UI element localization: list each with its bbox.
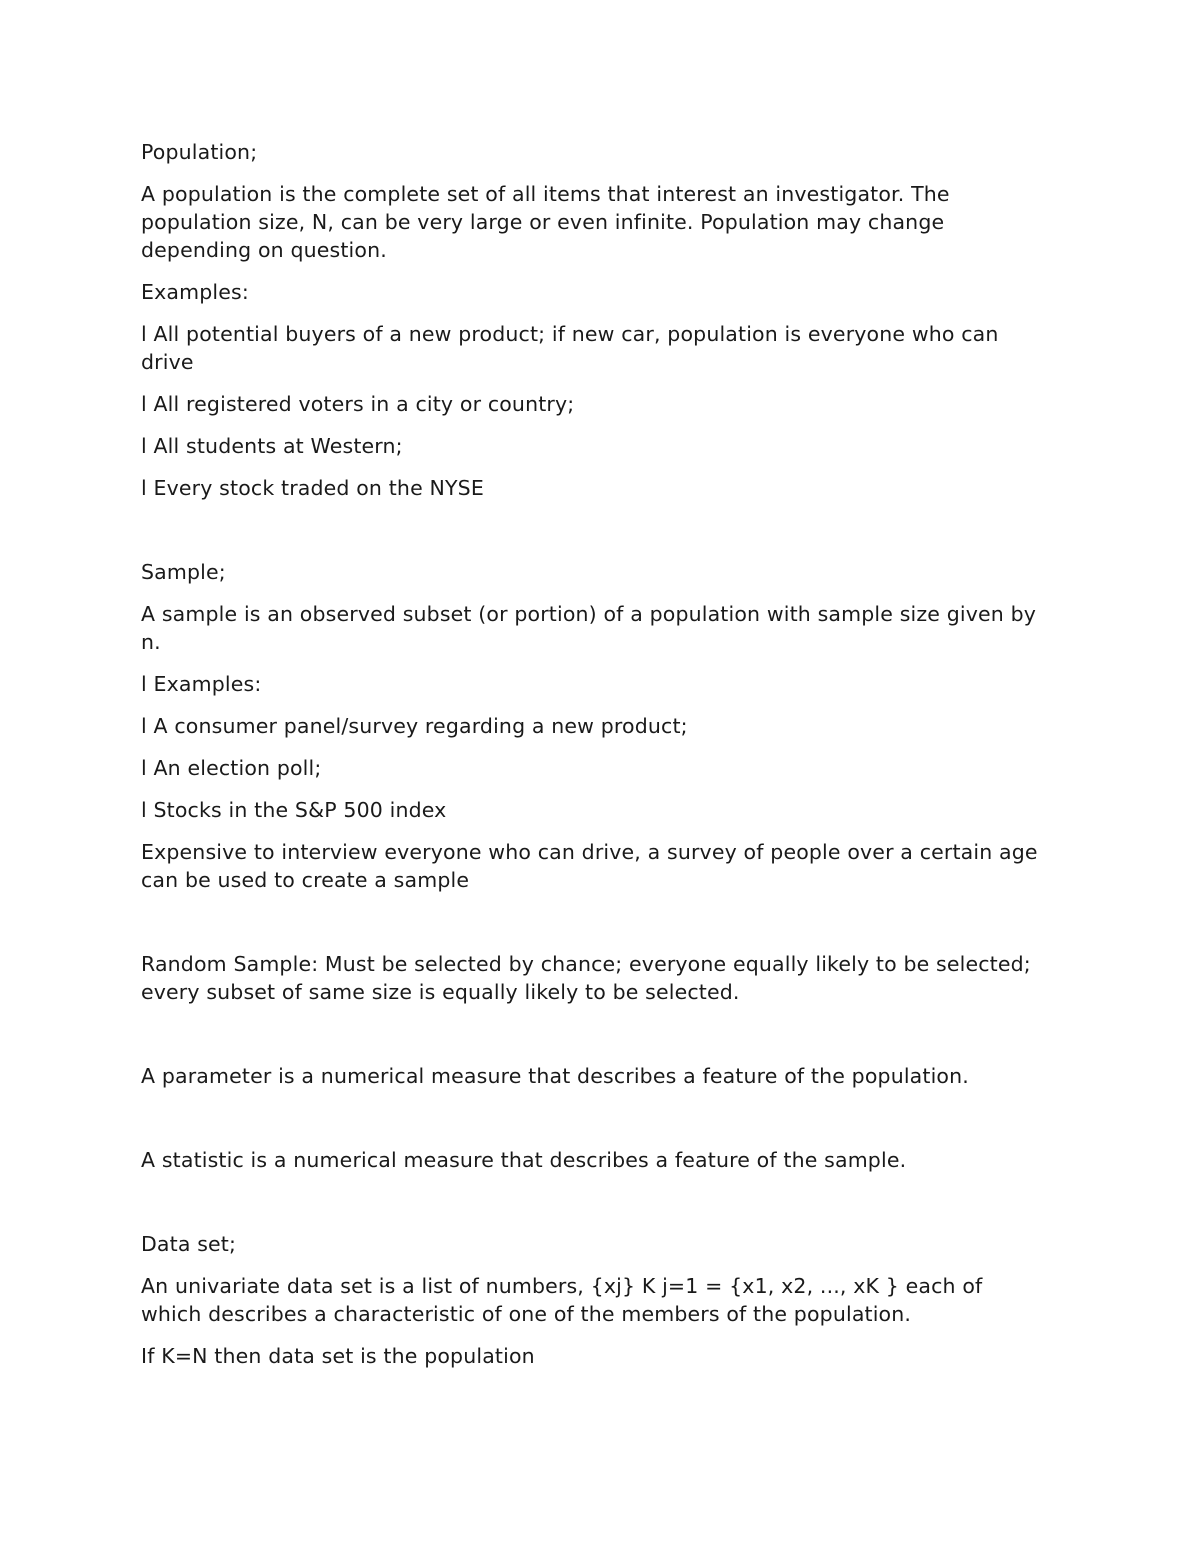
sample-heading: Sample; xyxy=(141,560,226,584)
population-heading: Population; xyxy=(141,140,258,164)
population-example: l Every stock traded on the NYSE xyxy=(141,476,484,500)
population-example: l All registered voters in a city or country; xyxy=(141,392,575,416)
data-set-definition: An univariate data set is a list of numbers, {xj} K j=1 = {x1, x2, ..., xK } each of which describes a characteristic of one of the members of the population. xyxy=(141,1274,983,1326)
population-example: l All potential buyers of a new product; if new car, population is everyone who can drive xyxy=(141,322,999,374)
data-set-heading: Data set; xyxy=(141,1232,237,1256)
document-page xyxy=(141,138,1046,1384)
paragraph-spacer xyxy=(141,908,1046,950)
paragraph-spacer xyxy=(141,1188,1046,1230)
parameter-definition: A parameter is a numerical measure that describes a feature of the population. xyxy=(141,1064,969,1088)
paragraph-spacer xyxy=(141,1104,1046,1146)
sample-examples-label: l Examples: xyxy=(141,672,262,696)
sample-note: Expensive to interview everyone who can drive, a survey of people over a certain age can be used to create a sample xyxy=(141,840,1038,892)
random-sample-definition: Random Sample: Must be selected by chance; everyone equally likely to be selected; every subset of same size is equally likely to be selected. xyxy=(141,952,1031,1004)
data-set-note: If K=N then data set is the population xyxy=(141,1344,535,1368)
population-definition: A population is the complete set of all items that interest an investigator. The population size, N, can be very large or even infinite. Population may change depending on question. xyxy=(141,182,950,262)
sample-definition: A sample is an observed subset (or portion) of a population with sample size given by n. xyxy=(141,602,1037,654)
paragraph-spacer xyxy=(141,516,1046,558)
sample-example: l A consumer panel/survey regarding a new product; xyxy=(141,714,688,738)
population-examples-label: Examples: xyxy=(141,280,249,304)
population-example: l All students at Western; xyxy=(141,434,403,458)
paragraph-spacer xyxy=(141,1020,1046,1062)
statistic-definition: A statistic is a numerical measure that describes a feature of the sample. xyxy=(141,1148,907,1172)
sample-example: l An election poll; xyxy=(141,756,322,780)
sample-example: l Stocks in the S&P 500 index xyxy=(141,798,447,822)
